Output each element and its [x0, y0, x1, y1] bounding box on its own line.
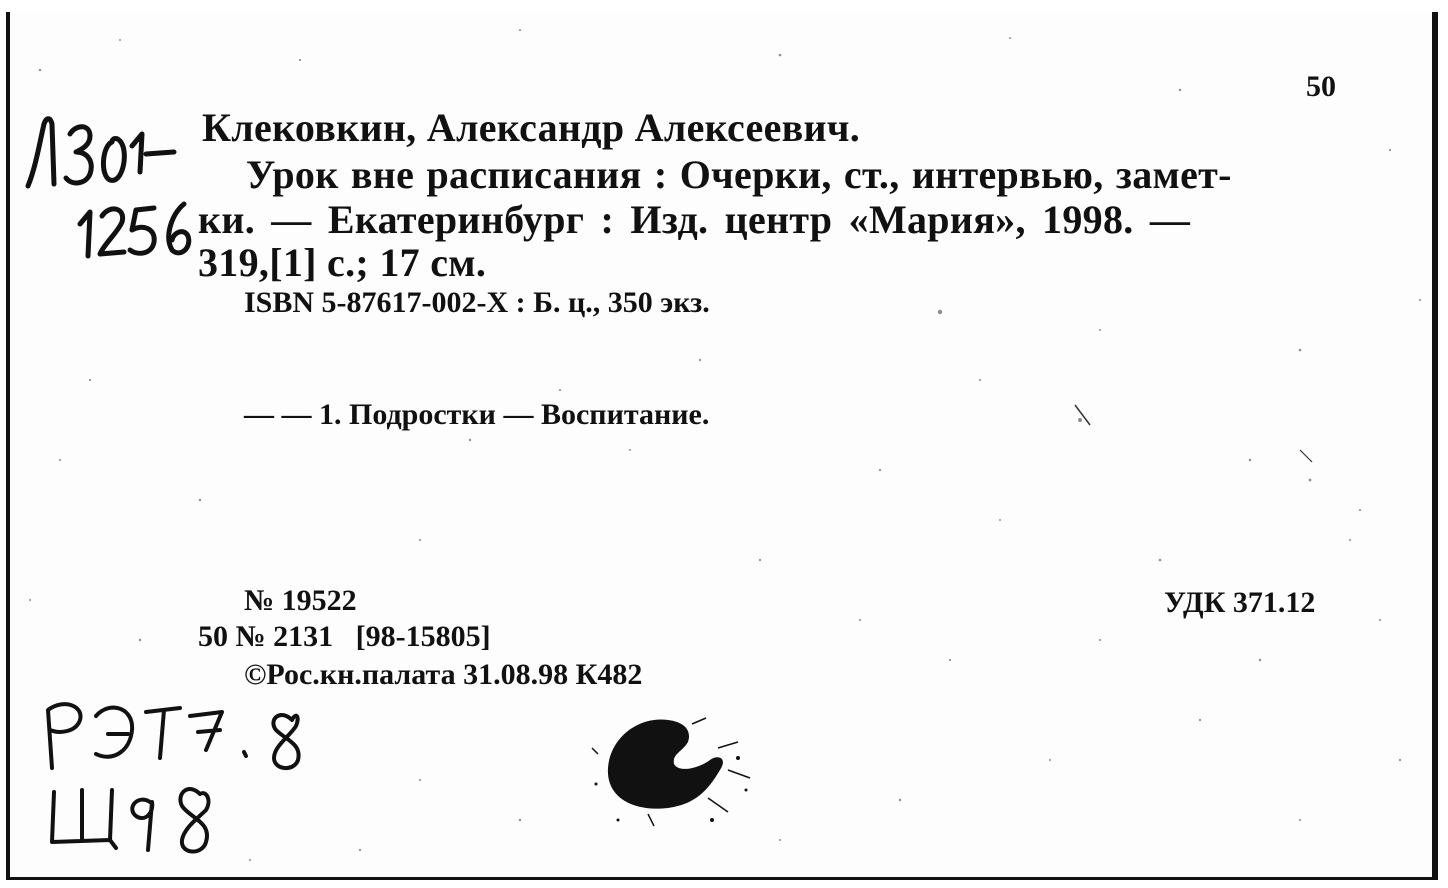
registration-number: № 19522	[244, 584, 357, 617]
registration-line-2: 50 № 2131 [98-15805]	[198, 620, 491, 653]
udk-code: УДК 371.12	[1164, 586, 1316, 619]
author-heading: Клековкин, Александр Алексеевич.	[202, 105, 861, 150]
copyright-line: ©Рос.кн.палата 31.08.98 К482	[244, 658, 643, 691]
isbn-line: ISBN 5-87617-002-X : Б. ц., 350 экз.	[244, 286, 710, 319]
title-line-3: 319,[1] с.; 17 см.	[198, 240, 487, 285]
title-line-2: ки. — Екатеринбург : Изд. центр «Мария», 1998. —	[198, 197, 1191, 242]
title-line-1: Урок вне расписания : Очерки, ст., интервью, замет-	[246, 152, 1232, 197]
subject-line: — — 1. Подростки — Воспитание.	[244, 398, 710, 431]
card-number: 50	[1306, 70, 1336, 103]
